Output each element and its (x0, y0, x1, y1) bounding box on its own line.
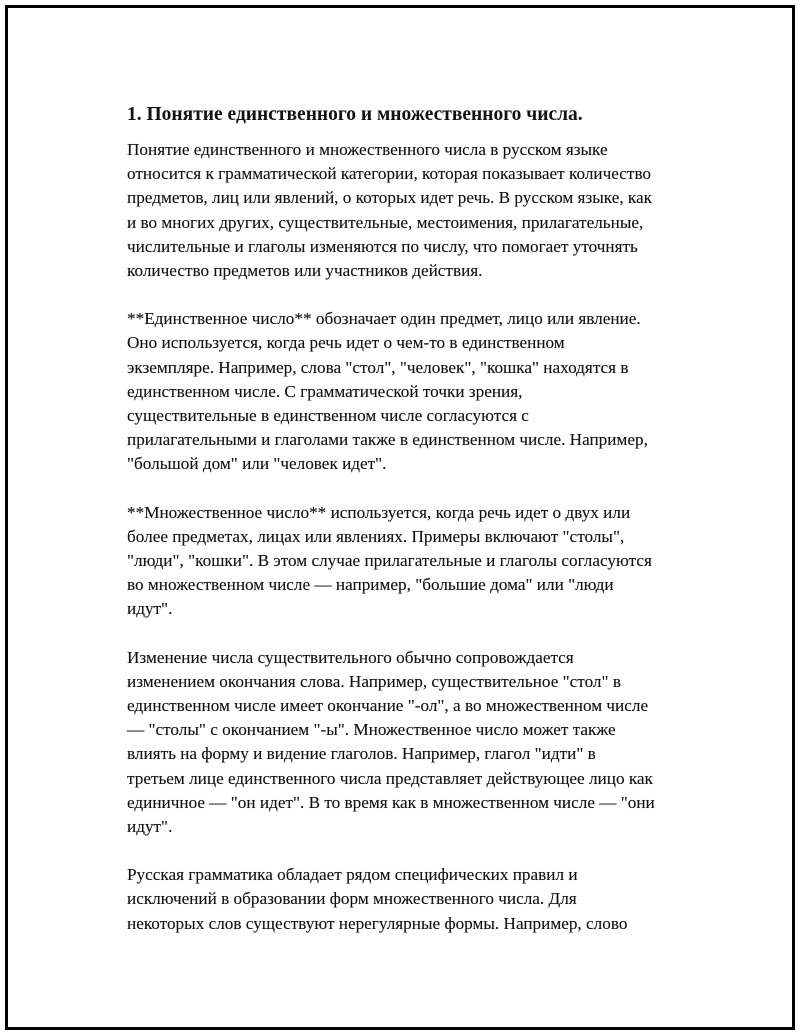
paragraph-plural: **Множественное число** используется, когда речь идет о двух или более предметах, лицах или явлениях. Примеры включают "столы", "люди", "кошки". В этом случае прилагательные и глаголы согласуются во множественном числе — например, "большие дома" или "люди идут". (127, 502, 652, 619)
section-heading: 1. Понятие единственного и множественного числа. (127, 104, 583, 125)
page-border (5, 5, 795, 1030)
paragraph-endings: Изменение числа существительного обычно сопровождается изменением окончания слова. Например, существительное "стол" в единственном числе имеет окончание "-ол", а во множественном числе — "столы" с окончанием "-ы". Множественное число может также влиять на форму и видение глаголов. Например, глагол "идти" в третьем лице единственного числа представляет действующее лицо как единичное — "он идет". В то время как в множественном числе — "они идут". (127, 647, 655, 837)
paragraph-singular: **Единственное число** обозначает один предмет, лицо или явление. Оно используется, когда речь идет о чем-то в единственном экземпляре. Например, слова "стол", "человек", "кошка" находятся в единственном числе. С грамматической точки зрения, существительные в единственном числе согласуются с прилагательными и глаголами также в единственном числе. Например, "большой дом" или "человек идет". (127, 309, 648, 474)
paragraph-intro: Понятие единственного и множественного числа в русском языке относится к грамматической категории, которая показывает количество предметов, лиц или явлений, о которых идет речь. В русском языке, как и во многих других, существительные, местоимения, прилагательные, числительные и глаголы изменяются по числу, что помогает уточнять количество предметов или участников действия. (127, 140, 653, 281)
paragraph-grammar-rules: Русская грамматика обладает рядом специфических правил и исключений в образовании форм множественного числа. Для некоторых слов существуют нерегулярные формы. Например, слово (127, 865, 628, 933)
document-content (127, 103, 707, 960)
